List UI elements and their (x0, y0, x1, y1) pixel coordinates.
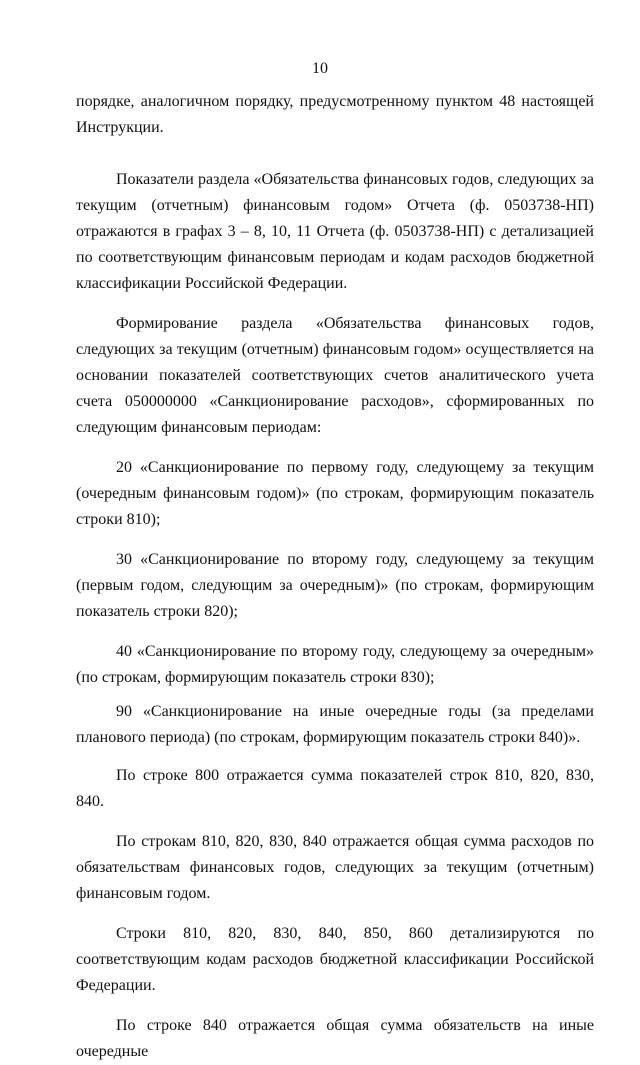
page-number: 10 (312, 60, 328, 77)
paragraph-period-20: 20 «Санкционирование по первому году, следующему за текущим (очередным финансовым годом)» (по строкам, формирующим показатель строки 810); (76, 459, 594, 528)
paragraph-lines-detail: Строки 810, 820, 830, 840, 850, 860 детализируются по соответствующим кодам расходов бюджетной классификации Российской Федерации. (76, 925, 594, 994)
paragraph-lines-810-840: По строкам 810, 820, 830, 840 отражается общая сумма расходов по обязательствам финансовых годов, следующих за текущим (отчетным) финансовым годом. (76, 833, 594, 902)
document-body (76, 89, 594, 1065)
paragraph-period-30: 30 «Санкционирование по второму году, следующему за текущим (первым годом, следующим за очередным)» (по строкам, формирующим показатель строки 820); (76, 551, 594, 620)
paragraph-indicators-section: Показатели раздела «Обязательства финансовых годов, следующих за текущим (отчетным) финансовым годом» Отчета (ф. 0503738-НП) отражаются в графах 3 – 8, 10, 11 Отчета (ф. 0503738-НП) с детализацией по соответствующим финансовым периодам и кодам расходов бюджетной классификации Российской Федерации. (76, 171, 594, 292)
paragraph-section-formation: Формирование раздела «Обязательства финансовых годов, следующих за текущим (отчетным) финансовым годом» осуществляется на основании показателей соответствующих счетов аналитического учета счета 050000000 «Санкционирование расходов», сформированных по следующим финансовым периодам: (76, 315, 594, 436)
paragraph-line-840: По строке 840 отражается общая сумма обязательств на иные очередные (76, 1017, 594, 1060)
paragraph-line-800: По строке 800 отражается сумма показателей строк 810, 820, 830, 840. (76, 767, 594, 810)
paragraph-period-40: 40 «Санкционирование по второму году, следующему за очередным» (по строкам, формирующим показатель строки 830); (76, 643, 594, 686)
paragraph-period-90: 90 «Санкционирование на иные очередные годы (за пределами планового периода) (по строкам, формирующим показатель строки 840)». (76, 703, 594, 746)
paragraph-continuation: порядке, аналогичном порядку, предусмотренному пунктом 48 настоящей Инструкции. (76, 93, 594, 136)
